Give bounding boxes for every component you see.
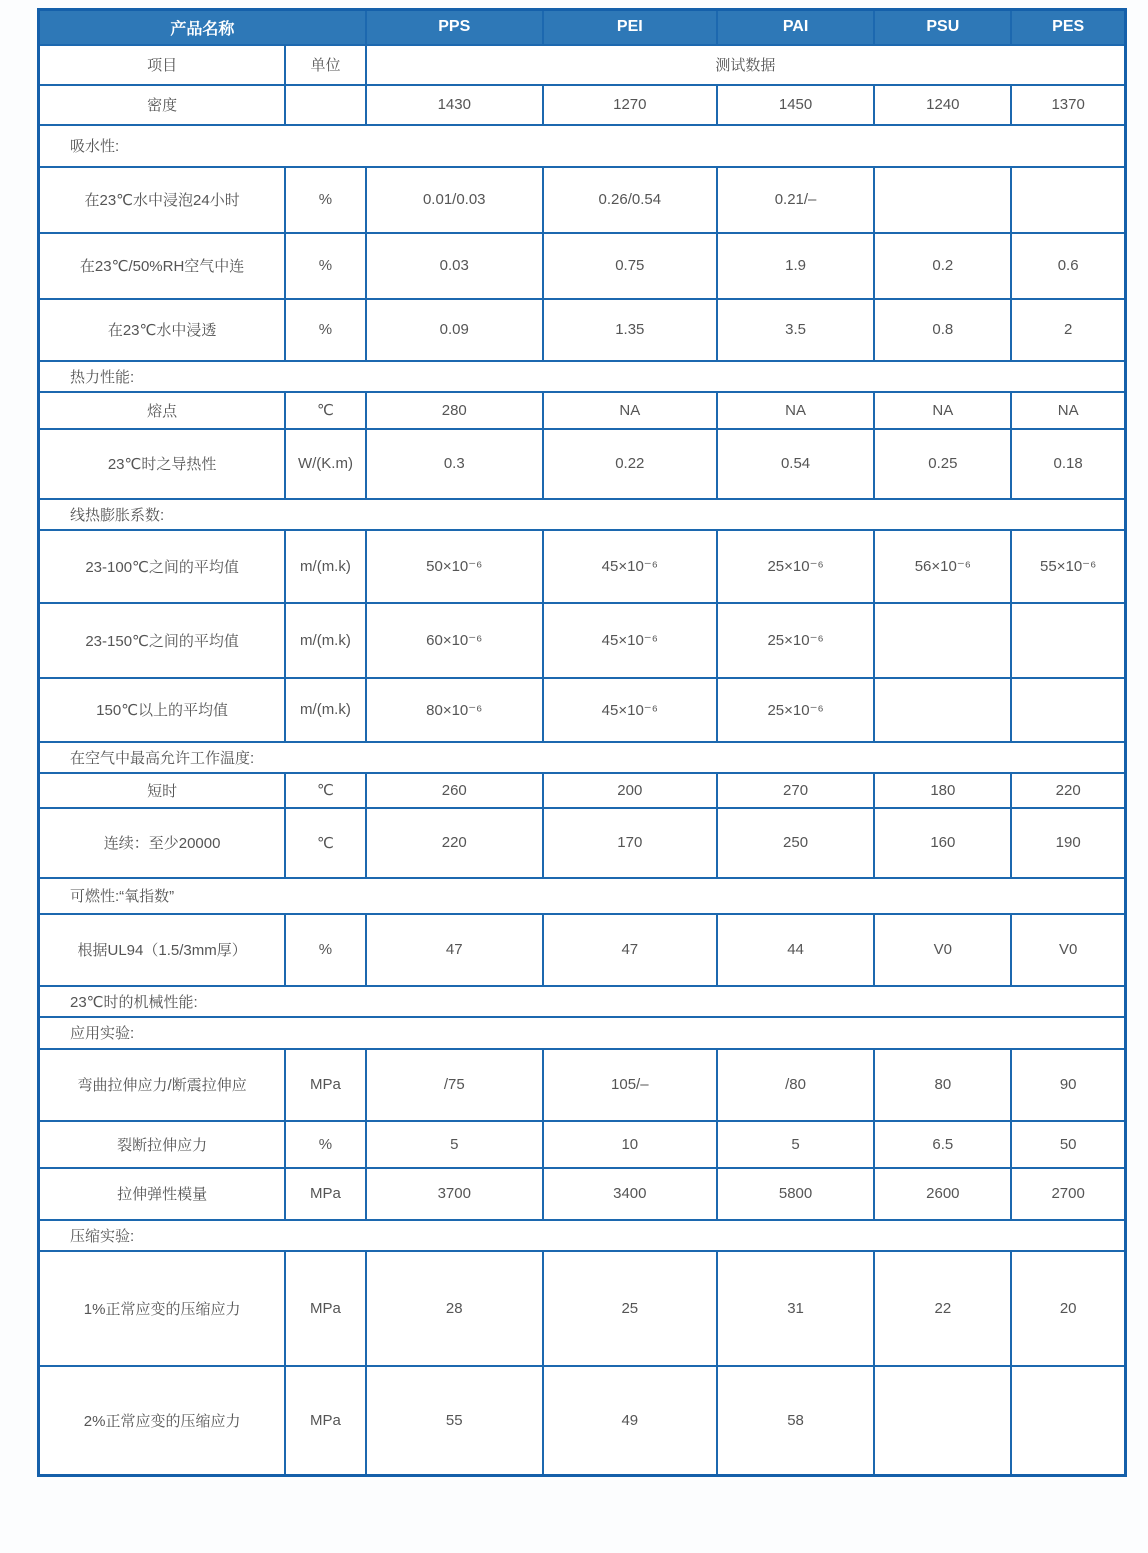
value-cell: 80 <box>874 1049 1011 1121</box>
value-cell: 47 <box>543 914 717 986</box>
unit-cell: W/(K.m) <box>285 429 365 499</box>
unit-cell: m/(m.k) <box>285 603 365 678</box>
value-cell: 45×10⁻⁶ <box>543 530 717 603</box>
unit-cell: m/(m.k) <box>285 678 365 742</box>
value-cell: 56×10⁻⁶ <box>874 530 1011 603</box>
row-label-cell: 在23℃水中浸透 <box>39 299 286 361</box>
section-row <box>39 878 1126 914</box>
unit-cell: MPa <box>285 1049 365 1121</box>
value-cell: 25 <box>543 1251 717 1366</box>
table-row <box>39 1121 1126 1168</box>
item-header: 项目 <box>39 45 286 85</box>
value-cell: /75 <box>366 1049 543 1121</box>
row-label-cell: 熔点 <box>39 392 286 429</box>
value-cell: 220 <box>1011 773 1125 808</box>
section-row <box>39 361 1126 392</box>
table-row <box>39 1168 1126 1220</box>
row-label-cell: 密度 <box>39 85 286 125</box>
value-cell: 3400 <box>543 1168 717 1220</box>
table-row <box>39 530 1126 603</box>
table-row <box>39 299 1126 361</box>
value-cell: 50×10⁻⁶ <box>366 530 543 603</box>
value-cell: 90 <box>1011 1049 1125 1121</box>
unit-cell: MPa <box>285 1366 365 1476</box>
value-cell: 45×10⁻⁶ <box>543 603 717 678</box>
value-cell: 190 <box>1011 808 1125 878</box>
table-row <box>39 1251 1126 1366</box>
product-spec-table <box>37 8 1127 1477</box>
row-label-cell: 裂断拉伸应力 <box>39 1121 286 1168</box>
row-label-cell: 在23℃水中浸泡24小时 <box>39 167 286 233</box>
unit-cell: % <box>285 167 365 233</box>
table-row <box>39 1366 1126 1476</box>
row-label-cell: 在23℃/50%RH空气中连 <box>39 233 286 299</box>
value-cell <box>874 603 1011 678</box>
column-header-psu: PSU <box>874 10 1011 45</box>
section-label: 热力性能: <box>39 361 1126 392</box>
value-cell: 160 <box>874 808 1011 878</box>
value-cell: 0.01/0.03 <box>366 167 543 233</box>
value-cell: 260 <box>366 773 543 808</box>
value-cell: 0.75 <box>543 233 717 299</box>
row-label-cell: 1%正常应变的压缩应力 <box>39 1251 286 1366</box>
value-cell: 55×10⁻⁶ <box>1011 530 1125 603</box>
value-cell: NA <box>1011 392 1125 429</box>
unit-cell: MPa <box>285 1168 365 1220</box>
value-cell: 170 <box>543 808 717 878</box>
value-cell: 1270 <box>543 85 717 125</box>
value-cell: 2600 <box>874 1168 1011 1220</box>
value-cell: 1370 <box>1011 85 1125 125</box>
product-name-header: 产品名称 <box>39 10 366 45</box>
row-label-cell: 弯曲拉伸应力/断震拉伸应 <box>39 1049 286 1121</box>
value-cell: 280 <box>366 392 543 429</box>
row-label-cell: 23-150℃之间的平均值 <box>39 603 286 678</box>
row-label-cell: 23-100℃之间的平均值 <box>39 530 286 603</box>
unit-cell <box>285 85 365 125</box>
value-cell <box>1011 1366 1125 1476</box>
value-cell: 180 <box>874 773 1011 808</box>
unit-cell: % <box>285 299 365 361</box>
table-row <box>39 678 1126 742</box>
value-cell: 5 <box>366 1121 543 1168</box>
value-cell: 0.8 <box>874 299 1011 361</box>
unit-cell: % <box>285 914 365 986</box>
value-cell: 0.3 <box>366 429 543 499</box>
section-label: 线热膨胀系数: <box>39 499 1126 530</box>
value-cell: 0.18 <box>1011 429 1125 499</box>
value-cell: 50 <box>1011 1121 1125 1168</box>
value-cell: 0.21/– <box>717 167 875 233</box>
row-label-cell: 2%正常应变的压缩应力 <box>39 1366 286 1476</box>
value-cell: 220 <box>366 808 543 878</box>
row-label-cell: 短时 <box>39 773 286 808</box>
row-label-cell: 150℃以上的平均值 <box>39 678 286 742</box>
value-cell <box>1011 167 1125 233</box>
section-label: 在空气中最高允许工作温度: <box>39 742 1126 773</box>
row-label-cell: 连续：至少20000 <box>39 808 286 878</box>
value-cell <box>874 678 1011 742</box>
value-cell: 10 <box>543 1121 717 1168</box>
value-cell: 0.09 <box>366 299 543 361</box>
unit-cell: MPa <box>285 1251 365 1366</box>
table-row <box>39 603 1126 678</box>
value-cell: 1.35 <box>543 299 717 361</box>
section-row <box>39 986 1126 1017</box>
value-cell: 0.26/0.54 <box>543 167 717 233</box>
table-row <box>39 85 1126 125</box>
value-cell: NA <box>543 392 717 429</box>
row-label-cell: 根据UL94（1.5/3mm厚） <box>39 914 286 986</box>
value-cell: 250 <box>717 808 875 878</box>
section-label: 应用实验: <box>39 1017 1126 1049</box>
table-row <box>39 773 1126 808</box>
section-label: 可燃性:“氧指数” <box>39 878 1126 914</box>
value-cell: 47 <box>366 914 543 986</box>
unit-cell: m/(m.k) <box>285 530 365 603</box>
column-header-pei: PEI <box>543 10 717 45</box>
unit-cell: % <box>285 1121 365 1168</box>
value-cell: 6.5 <box>874 1121 1011 1168</box>
value-cell <box>1011 603 1125 678</box>
unit-cell: ℃ <box>285 808 365 878</box>
table-row <box>39 167 1126 233</box>
value-cell: 200 <box>543 773 717 808</box>
value-cell: 0.2 <box>874 233 1011 299</box>
value-cell: /80 <box>717 1049 875 1121</box>
value-cell: 1240 <box>874 85 1011 125</box>
value-cell: 55 <box>366 1366 543 1476</box>
value-cell: V0 <box>1011 914 1125 986</box>
value-cell: 1450 <box>717 85 875 125</box>
value-cell: 28 <box>366 1251 543 1366</box>
value-cell: 3.5 <box>717 299 875 361</box>
value-cell: 20 <box>1011 1251 1125 1366</box>
table-subheader-row <box>39 45 1126 85</box>
section-row <box>39 742 1126 773</box>
table-row <box>39 808 1126 878</box>
value-cell: 25×10⁻⁶ <box>717 678 875 742</box>
value-cell: 25×10⁻⁶ <box>717 603 875 678</box>
unit-cell: % <box>285 233 365 299</box>
value-cell: 270 <box>717 773 875 808</box>
unit-cell: ℃ <box>285 773 365 808</box>
section-label: 23℃时的机械性能: <box>39 986 1126 1017</box>
row-label-cell: 23℃时之导热性 <box>39 429 286 499</box>
value-cell: 22 <box>874 1251 1011 1366</box>
value-cell: NA <box>717 392 875 429</box>
value-cell: 0.25 <box>874 429 1011 499</box>
value-cell: 2700 <box>1011 1168 1125 1220</box>
table-header-row <box>39 10 1126 45</box>
column-header-pai: PAI <box>717 10 875 45</box>
value-cell: NA <box>874 392 1011 429</box>
value-cell: 5800 <box>717 1168 875 1220</box>
value-cell: V0 <box>874 914 1011 986</box>
section-label: 吸水性: <box>39 125 1126 167</box>
section-row <box>39 125 1126 167</box>
table-row <box>39 1049 1126 1121</box>
section-row <box>39 1017 1126 1049</box>
value-cell: 60×10⁻⁶ <box>366 603 543 678</box>
value-cell: 45×10⁻⁶ <box>543 678 717 742</box>
value-cell: 49 <box>543 1366 717 1476</box>
value-cell: 0.22 <box>543 429 717 499</box>
value-cell: 0.6 <box>1011 233 1125 299</box>
section-row <box>39 1220 1126 1251</box>
value-cell: 0.54 <box>717 429 875 499</box>
test-data-header: 测试数据 <box>366 45 1126 85</box>
value-cell <box>874 1366 1011 1476</box>
value-cell: 1430 <box>366 85 543 125</box>
value-cell: 1.9 <box>717 233 875 299</box>
table-row <box>39 392 1126 429</box>
value-cell <box>874 167 1011 233</box>
section-row <box>39 499 1126 530</box>
value-cell: 80×10⁻⁶ <box>366 678 543 742</box>
table-row <box>39 233 1126 299</box>
value-cell: 3700 <box>366 1168 543 1220</box>
unit-header: 单位 <box>285 45 365 85</box>
section-label: 压缩实验: <box>39 1220 1126 1251</box>
value-cell: 2 <box>1011 299 1125 361</box>
value-cell: 5 <box>717 1121 875 1168</box>
value-cell: 31 <box>717 1251 875 1366</box>
value-cell <box>1011 678 1125 742</box>
value-cell: 0.03 <box>366 233 543 299</box>
column-header-pps: PPS <box>366 10 543 45</box>
table-row <box>39 914 1126 986</box>
table-row <box>39 429 1126 499</box>
value-cell: 105/– <box>543 1049 717 1121</box>
unit-cell: ℃ <box>285 392 365 429</box>
value-cell: 58 <box>717 1366 875 1476</box>
column-header-pes: PES <box>1011 10 1125 45</box>
row-label-cell: 拉伸弹性模量 <box>39 1168 286 1220</box>
value-cell: 44 <box>717 914 875 986</box>
value-cell: 25×10⁻⁶ <box>717 530 875 603</box>
